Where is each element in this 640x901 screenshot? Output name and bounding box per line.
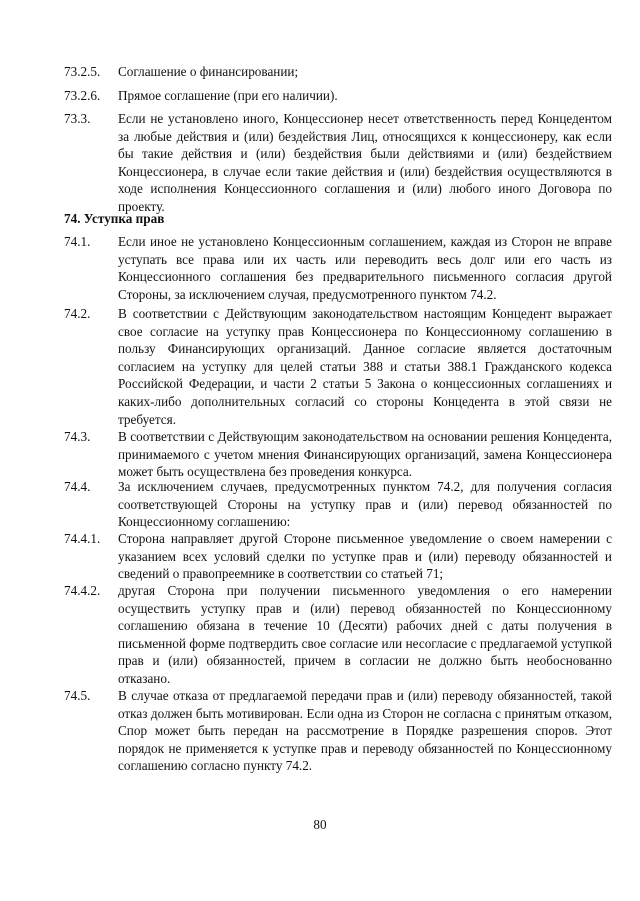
- clause-number: 73.2.5.: [64, 64, 101, 79]
- clause-text: В соответствии с Действующим законодательством на основании решения Концедента, принимаемого с учетом мнения Финансирующих организаций, замена Концессионера может быть осуществлена без проведения конкурса.: [118, 429, 612, 480]
- clause-text: Сторона направляет другой Стороне письменное уведомление о своем намерении с указанием всех условий сделки по уступке прав и (или) переводу обязанностей и сведений о правопреемнике в соответствии со статьей 71;: [118, 531, 612, 582]
- clause-text: За исключением случаев, предусмотренных пунктом 74.2, для получения согласия соответствующей Стороны на уступку прав и (или) перевод обязанностей по Концессионному соглашению:: [118, 479, 612, 530]
- clause-74-4-1: [64, 530, 612, 583]
- clause-number: 74.3.: [64, 429, 91, 444]
- clause-text: другая Сторона при получении письменного уведомления о его намерении осуществить уступку прав и (или) перевод обязанностей по Концессионному соглашению обязана в течение 10 (Десяти) рабочих дней с даты получения в письменной форме подтвердить свое согласие или несогласие с предлагаемой уступкой прав и (или) обязанностей, причем в согласии не должно быть необоснованно отказано.: [118, 583, 612, 686]
- clause-number: 74.4.2.: [64, 583, 101, 598]
- clause-74-3: [64, 428, 612, 481]
- clause-73-2-6: [64, 87, 612, 105]
- clause-number: 74.4.: [64, 479, 91, 494]
- clause-74-5: [64, 687, 612, 775]
- clause-text: В случае отказа от предлагаемой передачи прав и (или) переводу обязанностей, такой отказ должен быть мотивирован. Если одна из Сторон не согласна с принятым отказом, Спор может быть передан на рассмотрение в Порядке разрешения споров. Этот порядок не применяется к уступке прав и переводу обязанностей по Концессионному соглашению согласно пункту 74.2.: [118, 688, 612, 774]
- clause-number: 74.4.1.: [64, 531, 101, 546]
- page-number: 80: [313, 817, 327, 832]
- clause-74-1: [64, 233, 612, 303]
- clause-73-2-5: [64, 63, 612, 81]
- clause-number: 73.2.6.: [64, 88, 101, 103]
- clause-number: 73.3.: [64, 111, 91, 126]
- clause-text: Прямое соглашение (при его наличии).: [118, 88, 338, 103]
- clause-text: В соответствии с Действующим законодательством настоящим Концедент выражает свое согласие на уступку прав Концессионера по Концессионному соглашению в пользу Финансирующих организаций. Данное согласие является достаточным согласием на уступку для целей статьи 388 и статьи 388.1 Гражданского кодекса Российской Федерации, и части 2 статьи 5 Закона о концессионных соглашениях и каких-либо дополнительных согласий со стороны Концедента в этой связи не требуется.: [118, 306, 612, 427]
- clause-74-2: [64, 305, 612, 428]
- clause-74-4-2: [64, 582, 612, 688]
- clause-74-4: [64, 478, 612, 531]
- clause-text: Если не установлено иного, Концессионер несет ответственность перед Концедентом за любые действия и (или) бездействия Лиц, относящихся к концессионеру, как если бы такие действия и (или) бездействия были действиями и (или) бездействием Концессионера, в случае если такие действия и (или) бездействия осуществляются в ходе исполнения Концессионного соглашения и (или) любого иного Договора по проекту.: [118, 111, 612, 214]
- clause-number: 74.1.: [64, 234, 91, 249]
- clause-text: Если иное не установлено Концессионным соглашением, каждая из Сторон не вправе уступать все права или их часть или переводить весь долг или его часть из Концессионного соглашения без предварительного письменного согласия другой Стороны, за исключением случая, предусмотренного пунктом 74.2.: [118, 234, 612, 302]
- clause-number: 74.5.: [64, 688, 91, 703]
- clause-number: 74.2.: [64, 306, 91, 321]
- clause-text: Соглашение о финансировании;: [118, 64, 299, 79]
- clause-73-3: [64, 110, 612, 216]
- section-heading: 74. Уступка прав: [64, 211, 165, 226]
